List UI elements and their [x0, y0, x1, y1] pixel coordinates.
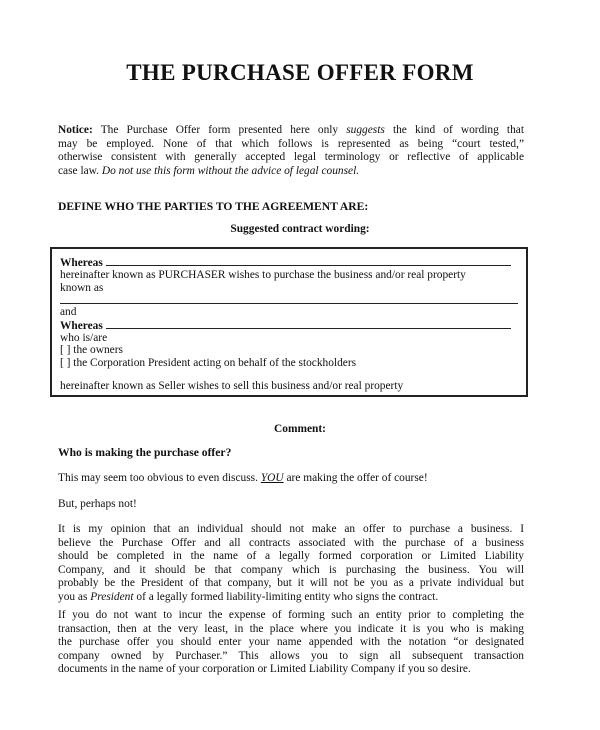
business-name-row	[60, 294, 522, 306]
seller-line: hereinafter known as Seller wishes to sell this business and/or real property	[60, 380, 404, 393]
owners-checkbox[interactable]: [ ]	[60, 344, 71, 357]
purchaser-name-blank[interactable]	[106, 256, 511, 266]
known-as-label: known as	[60, 281, 104, 294]
president-checkbox[interactable]: [ ]	[60, 356, 71, 369]
business-name-blank[interactable]	[60, 294, 518, 304]
paragraph-line: documents in the name of your corporation or Limited Liability Company if you so desire.	[58, 663, 471, 676]
suggested-wording-heading: Suggested contract wording:	[230, 223, 370, 235]
define-parties-heading: DEFINE WHO THE PARTIES TO THE AGREEMENT ARE:	[58, 200, 369, 213]
question-heading: Who is making the purchase offer?	[58, 446, 232, 459]
paragraph-line: probably be the President of that company, but it will not be you as a private individual but	[58, 577, 524, 590]
comment-heading: Comment:	[274, 423, 326, 435]
notice-line: otherwise consistent with generally accepted legal terminology or reflective of applicable	[58, 151, 524, 164]
notice-line: may be employed. None of that which follows is represented as being “court tested,”	[58, 137, 524, 150]
president-label: the Corporation President acting on behalf of the stockholders	[73, 356, 357, 369]
paragraph-line: should be completed in the name of a legally formed corporation or Limited Liability	[58, 550, 524, 563]
option-president	[60, 357, 522, 369]
paragraph-line: Company, and it should be that company which is purchasing the business. You will	[58, 563, 524, 576]
paragraph-text: are making the offer of course!	[286, 472, 428, 484]
notice-line	[58, 165, 524, 179]
whereas-label: Whereas	[60, 319, 103, 332]
whereas-purchaser-row	[60, 256, 522, 269]
notice-text: case law.	[58, 164, 100, 177]
president-emphasis: President	[90, 590, 134, 603]
option-owners	[60, 344, 522, 356]
paragraph-perhaps: But, perhaps not!	[58, 498, 137, 510]
page-title: THE PURCHASE OFFER FORM	[126, 60, 474, 85]
owners-label: the owners	[73, 344, 123, 357]
paragraph-line: the purchase offer you should enter your name appended with the notation “or designated	[58, 636, 524, 649]
notice-text: the kind of wording that	[392, 124, 524, 136]
notice-text: The Purchase Offer form presented here only	[100, 124, 339, 136]
spacer	[60, 369, 522, 380]
paragraph-line: It is my opinion that an individual should not make an offer to purchase a business. I	[58, 523, 524, 535]
seller-name-blank[interactable]	[106, 319, 511, 329]
paragraph-text: you as	[58, 590, 88, 603]
notice-line	[58, 124, 524, 138]
notice-emphasis: suggests	[346, 124, 385, 136]
paragraph-line: If you do not want to incur the expense of forming such an entity prior to completing the	[58, 609, 524, 621]
and-label: and	[60, 306, 77, 319]
whereas-seller-row	[60, 319, 522, 332]
paragraph-opinion	[58, 523, 524, 605]
notice-warning: Do not use this form without the advice of legal counsel.	[101, 164, 360, 177]
paragraph-expense	[58, 609, 524, 677]
paragraph-line: company owned by Purchaser.” This allows you to sign all subsequent transaction	[58, 649, 524, 662]
whereas-label: Whereas	[60, 257, 103, 269]
paragraph-line	[58, 591, 524, 605]
paragraph-obvious	[58, 472, 524, 486]
contract-wording-box	[50, 247, 528, 397]
purchaser-line: hereinafter known as PURCHASER wishes to purchase the business and/or real property	[60, 269, 466, 282]
notice-paragraph	[58, 124, 524, 178]
notice-label: Notice:	[58, 124, 93, 136]
paragraph-line: believe the Purchase Offer and all contracts associated with the purchase of a business	[58, 536, 524, 549]
paragraph-text: of a legally formed liability-limiting entity who signs the contract.	[136, 590, 439, 603]
paragraph-line: transaction, then at the very least, in the place where you indicate it is you who is making	[58, 622, 524, 635]
who-is-are-label: who is/are	[60, 332, 108, 345]
you-emphasis: YOU	[260, 472, 284, 484]
paragraph-text: This may seem too obvious to even discuss.	[58, 472, 258, 484]
